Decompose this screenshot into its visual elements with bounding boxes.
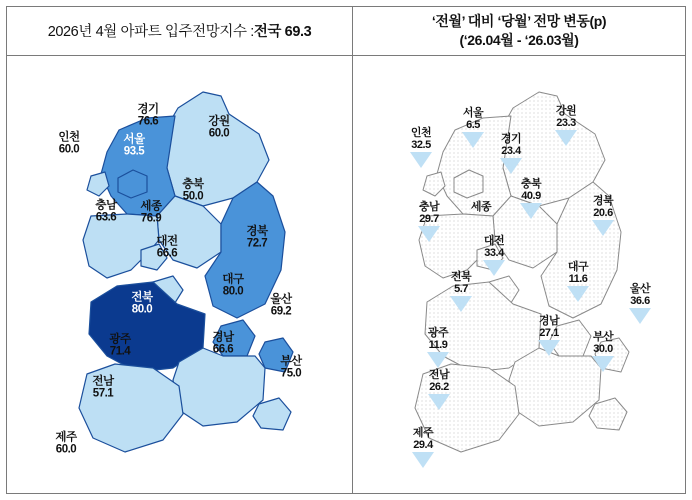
marker-jeonbuk xyxy=(450,296,472,312)
region-chungnam xyxy=(83,214,159,278)
label-ulsan: 울산 36.6 xyxy=(629,283,651,307)
label-daegu: 대구 80.0 xyxy=(222,273,244,298)
label-chungbuk: 충북 50.0 xyxy=(182,178,204,203)
label-jeonnam: 전남 57.1 xyxy=(92,375,114,400)
label-incheon: 인천 60.0 xyxy=(58,131,80,156)
marker-incheon xyxy=(410,152,432,168)
region-gyeongnam xyxy=(509,348,601,426)
label-jeonnam: 전남 26.2 xyxy=(428,369,450,393)
marker-gyeongbuk xyxy=(592,220,614,236)
region-gyeonggi xyxy=(101,116,175,216)
marker-chungnam xyxy=(418,226,440,242)
left-panel-title xyxy=(7,7,352,54)
marker-ulsan xyxy=(629,308,651,324)
label-jeonbuk: 전북 80.0 xyxy=(131,291,153,316)
label-sejong: 세종 xyxy=(470,201,492,214)
region-daegu xyxy=(213,320,255,356)
marker-gangwon xyxy=(555,130,577,146)
label-seoul: 서울 6.5 xyxy=(462,107,484,131)
label-sejong: 세종 76.9 xyxy=(140,200,162,225)
label-incheon: 인천 32.5 xyxy=(410,127,432,151)
marker-daejeon xyxy=(483,260,505,276)
left-title-national: 전국 69.3 xyxy=(253,24,312,40)
region-jeonnam xyxy=(79,364,183,452)
label-chungnam: 충남 63.6 xyxy=(95,199,117,224)
label-jeju: 제주 29.4 xyxy=(412,427,434,451)
korea-map-index xyxy=(7,56,352,493)
right-panel-title xyxy=(353,7,685,54)
region-incheon xyxy=(87,172,109,196)
marker-gyeongnam xyxy=(538,340,560,356)
label-jeju: 제주 60.0 xyxy=(55,431,77,456)
label-gyeongbuk: 경북 20.6 xyxy=(592,195,614,219)
label-gwangju: 광주 11.9 xyxy=(427,327,449,351)
map-index-panel xyxy=(7,56,352,493)
marker-seoul xyxy=(462,132,484,148)
label-busan: 부산 75.0 xyxy=(280,355,302,380)
label-busan: 부산 30.0 xyxy=(592,331,614,355)
label-chungnam: 충남 29.7 xyxy=(418,201,440,225)
label-gyeonggi: 경기 76.6 xyxy=(137,103,159,128)
marker-jeonnam xyxy=(428,394,450,410)
label-gyeongnam: 경남 66.6 xyxy=(212,331,234,356)
label-daejeon: 대전 66.6 xyxy=(156,235,178,260)
left-title-prefix: 2026년 4월 아파트 입주전망지수 : xyxy=(47,24,254,40)
label-gyeonggi: 경기 23.4 xyxy=(500,133,522,157)
korea-map-change xyxy=(353,56,685,493)
map-change-panel xyxy=(353,56,685,493)
label-gyeongnam: 경남 27.1 xyxy=(538,315,560,339)
label-gwangju: 광주 71.4 xyxy=(109,333,131,358)
region-gyeongnam xyxy=(173,348,265,426)
region-incheon xyxy=(423,172,445,196)
marker-gwangju xyxy=(427,352,449,368)
marker-chungbuk xyxy=(520,203,542,219)
label-daejeon: 대전 33.4 xyxy=(483,235,505,259)
label-daegu: 대구 11.6 xyxy=(567,261,589,285)
marker-busan xyxy=(592,356,614,372)
marker-gyeonggi xyxy=(500,158,522,174)
label-jeonbuk: 전북 5.7 xyxy=(450,271,472,295)
marker-jeju xyxy=(412,452,434,468)
label-gangwon: 강원 23.3 xyxy=(555,105,577,129)
label-chungbuk: 충북 40.9 xyxy=(520,178,542,202)
label-gangwon: 강원 60.0 xyxy=(208,115,230,140)
label-gyeongbuk: 경북 72.7 xyxy=(246,225,268,250)
right-title-line1: ‘전월’ 대비 ‘당월’ 전망 변동(p) xyxy=(431,12,607,29)
label-seoul: 서울 93.5 xyxy=(123,133,145,158)
right-title-line2: (‘26.04월 - ‘26.03월) xyxy=(459,31,579,48)
marker-daegu xyxy=(567,286,589,302)
label-ulsan: 울산 69.2 xyxy=(270,293,292,318)
